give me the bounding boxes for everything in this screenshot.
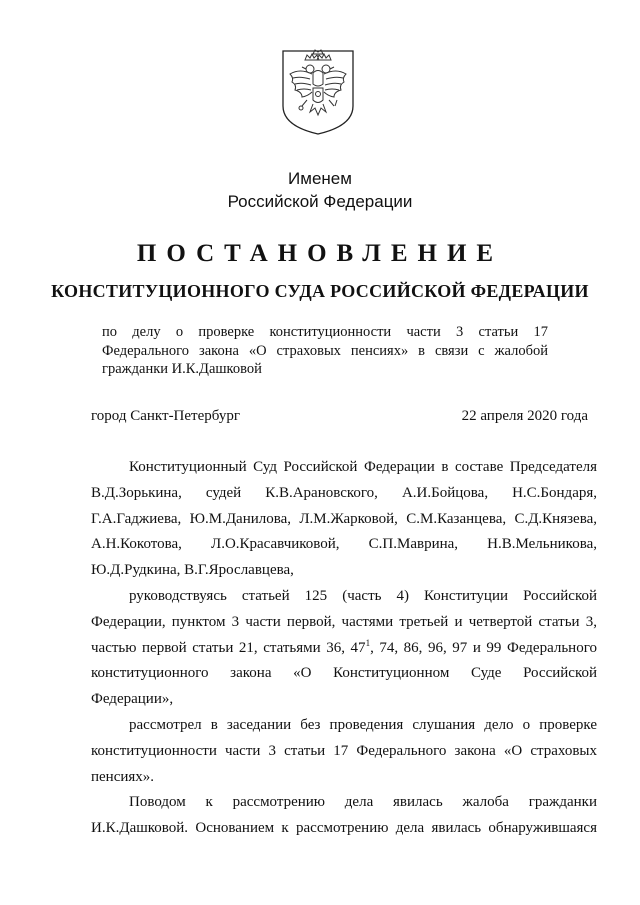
body-line: И.К.Дашковой. Основанием к рассмотрению дела явилась обнаружившаяся (91, 820, 597, 837)
place-of-issue: город Санкт-Петербург (91, 408, 240, 424)
body-line: конституционного закона «О Конституционном Суде Российской (91, 665, 597, 682)
body-line: руководствуясь статьей 125 (часть 4) Конституции Российской (129, 587, 597, 604)
coat-of-arms-emblem (280, 48, 356, 136)
court-name-heading: КОНСТИТУЦИОННОГО СУДА РОССИЙСКОЙ ФЕДЕРАЦИИ (51, 281, 589, 301)
body-line-with-superscript (91, 636, 597, 662)
body-line: В.Д.Зорькина, судей К.В.Арановского, А.И.Бойцова, Н.С.Бондаря, (91, 484, 597, 501)
russian-federation-line: Российской Федерации (227, 192, 413, 211)
body-line: Поводом к рассмотрению дела явилась жалоба гражданки (129, 794, 597, 811)
body-line: Федерации», (91, 691, 174, 708)
case-subject (102, 323, 548, 379)
document-type-title: ПОСТАНОВЛЕНИЕ (136, 240, 504, 267)
body-line: пенсиях». (91, 768, 155, 785)
article-superscript: 1 (365, 637, 371, 648)
body-line: Г.А.Гаджиева, Ю.М.Данилова, Л.М.Жарковой, С.М.Казанцева, С.Д.Князева, (91, 510, 597, 527)
subject-line: гражданки И.К.Дашковой (102, 361, 262, 377)
issue-date: 22 апреля 2020 года (461, 408, 588, 424)
body-line: рассмотрел в заседании без проведения слушания дело о проверке (129, 716, 597, 733)
body-line: Федерации, пунктом 3 части первой, частями третьей и четвертой статьи 3, (91, 613, 597, 630)
body-text-fragment: частью первой статьи 21, статьями 36, 47 (91, 639, 366, 656)
body-line: А.Н.Кокотова, Л.О.Красавчиковой, С.П.Маврина, Н.В.Мельникова, (91, 536, 597, 553)
body-line: Ю.Д.Рудкина, В.Г.Ярославцева, (91, 562, 294, 579)
body-line: конституционности части 3 статьи 17 Федерального закона «О страховых (91, 742, 597, 759)
body-text-fragment: , 74, 86, 96, 97 и 99 Федерального (370, 639, 597, 656)
in-the-name-line: Именем (288, 169, 352, 188)
subject-line: по делу о проверке конституционности части 3 статьи 17 (102, 324, 548, 340)
subject-line: Федерального закона «О страховых пенсиях» в связи с жалобой (102, 342, 548, 359)
body-line: Конституционный Суд Российской Федерации в составе Председателя (129, 459, 597, 475)
document-body (91, 455, 597, 842)
